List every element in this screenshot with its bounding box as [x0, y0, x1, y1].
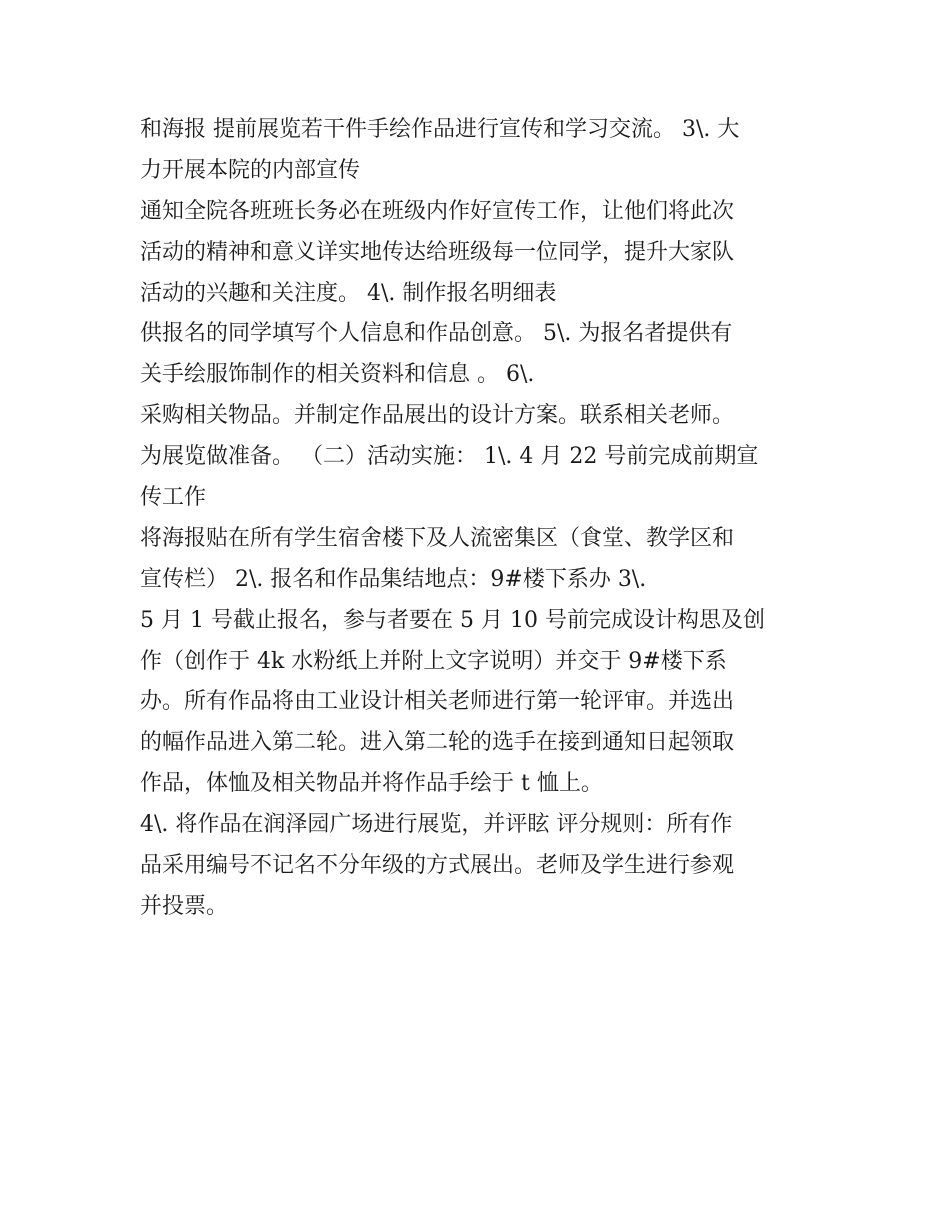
- text-line: 作（创作于 4k 水粉纸上并附上文字说明）并交于 9#楼下系: [140, 648, 727, 674]
- text-line: 活动的兴趣和关注度。 4\. 制作报名明细表: [140, 280, 557, 306]
- text-line: 采购相关物品。并制定作品展出的设计方案。联系相关老师。: [140, 403, 735, 429]
- body-text: [140, 110, 820, 928]
- text-line: 和海报 提前展览若干件手绘作品进行宣传和学习交流。 3\. 大: [140, 117, 740, 142]
- text-line: 力开展本院的内部宣传: [140, 157, 361, 183]
- text-line: 5 月 1 号截止报名，参与者要在 5 月 10 号前完成设计构思及创: [140, 607, 765, 633]
- text-line: 通知全院各班班长务必在班级内作好宣传工作，让他们将此次: [140, 198, 735, 224]
- text-line: 传工作: [140, 485, 207, 511]
- text-line: 品采用编号不记名不分年级的方式展出。老师及学生进行参观: [140, 853, 735, 879]
- text-line: 关手绘服饰制作的相关资料和信息 。 6\.: [140, 362, 535, 388]
- text-line: 为展览做准备。 （二）活动实施： 1\. 4 月 22 号前完成前期宣: [140, 444, 759, 470]
- text-line: 办。所有作品将由工业设计相关老师进行第一轮评审。并选出: [140, 689, 735, 715]
- text-line: 的幅作品进入第二轮。进入第二轮的选手在接到通知日起领取: [140, 730, 735, 756]
- text-line: 4\. 将作品在润泽园广场进行展览，并评眩 评分规则：所有作: [140, 812, 733, 838]
- text-line: 并投票。: [140, 893, 229, 919]
- text-line: 供报名的同学填写个人信息和作品创意。 5\. 为报名者提供有: [140, 321, 733, 347]
- text-line: 将海报贴在所有学生宿舍楼下及人流密集区（食堂、教学区和: [140, 525, 735, 551]
- text-line: 活动的精神和意义详实地传达给班级每一位同学，提升大家队: [140, 239, 735, 265]
- text-line: 作品，体恤及相关物品并将作品手绘于 t 恤上。: [140, 771, 603, 797]
- text-line: 宣传栏） 2\. 报名和作品集结地点：9#楼下系办 3\.: [140, 566, 647, 592]
